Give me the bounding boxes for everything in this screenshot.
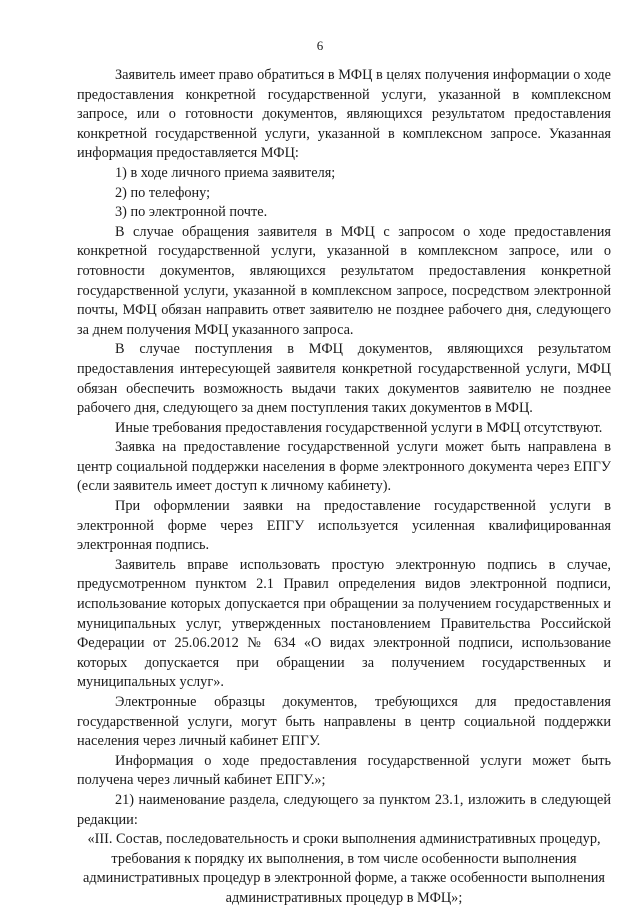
paragraph: Заявитель имеет право обратиться в МФЦ в целях получения информации о ходе предоставления конкретной государственной услуги, указанной в комплексном запросе, или о готовности документов, являющихся результатом предоставления конкретной государственной услуги, указанной в комплексном запросе. Указанная информация предоставляется МФЦ: <box>77 67 611 162</box>
paragraph: 21) наименование раздела, следующего за пунктом 23.1, изложить в следующей редакции: <box>77 791 611 828</box>
list-item: 3) по электронной почте. <box>115 204 268 221</box>
paragraph: Иные требования предоставления государственной услуги в МФЦ отсутствуют. <box>115 419 603 436</box>
paragraph: Информация о ходе предоставления государственной услуги может быть получена через личный кабинет ЕПГУ.»; <box>77 752 611 789</box>
paragraph: Заявитель вправе использовать простую электронную подпись в случае, предусмотренном пунктом 2.1 Правил определения видов электронной подписи, использование которых допускается при обращении за получением государственных и муниципальных услуг, утвержденных постановлением Правительства Российской Федерации от 25.06.2012 № 634 «О видах электронной подписи, использование которых допускается при обращении за получением государственных и муниципальных услуг». <box>77 556 611 691</box>
paragraph: В случае обращения заявителя в МФЦ с запросом о ходе предоставления конкретной государственной услуги, указанной в комплексном запросе, или о готовности документов, являющихся результатом предоставления конкретной государственной услуги, указанной в комплексном запросе, посредством электронной почты, МФЦ обязан направить ответ заявителю не позднее рабочего дня, следующего за днем получения МФЦ указанного запроса. <box>77 223 611 338</box>
paragraph: При оформлении заявки на предоставление государственной услуги в электронной форме через ЕПГУ используется усиленная квалифицированная электронная подпись. <box>77 498 611 554</box>
list-item: 1) в ходе личного приема заявителя; <box>115 164 336 181</box>
section-heading: «III. Состав, последовательность и сроки выполнения административных процедур, требования к порядку их выполнения, в том числе особенности выполнения административных процедур в электронной форме, а также особенности выполнения административных процедур в МФЦ»; <box>82 831 606 906</box>
list-item: 2) по телефону; <box>115 184 211 201</box>
paragraph: Заявка на предоставление государственной услуги может быть направлена в центр социальной поддержки населения в форме электронного документа через ЕПГУ (если заявитель имеет доступ к личному кабинету). <box>77 439 611 495</box>
page-number: 6 <box>316 38 324 53</box>
paragraph: В случае поступления в МФЦ документов, являющихся результатом предоставления интересующей заявителя конкретной государственной услуги, МФЦ обязан обеспечить возможность выдачи таких документов заявителю не позднее рабочего дня, следующего за днем поступления таких документов в МФЦ. <box>77 341 611 417</box>
paragraph: Электронные образцы документов, требующихся для предоставления государственной услуги, могут быть направлены в центр социальной поддержки населения через личный кабинет ЕПГУ. <box>77 694 611 750</box>
document-body <box>77 66 611 909</box>
